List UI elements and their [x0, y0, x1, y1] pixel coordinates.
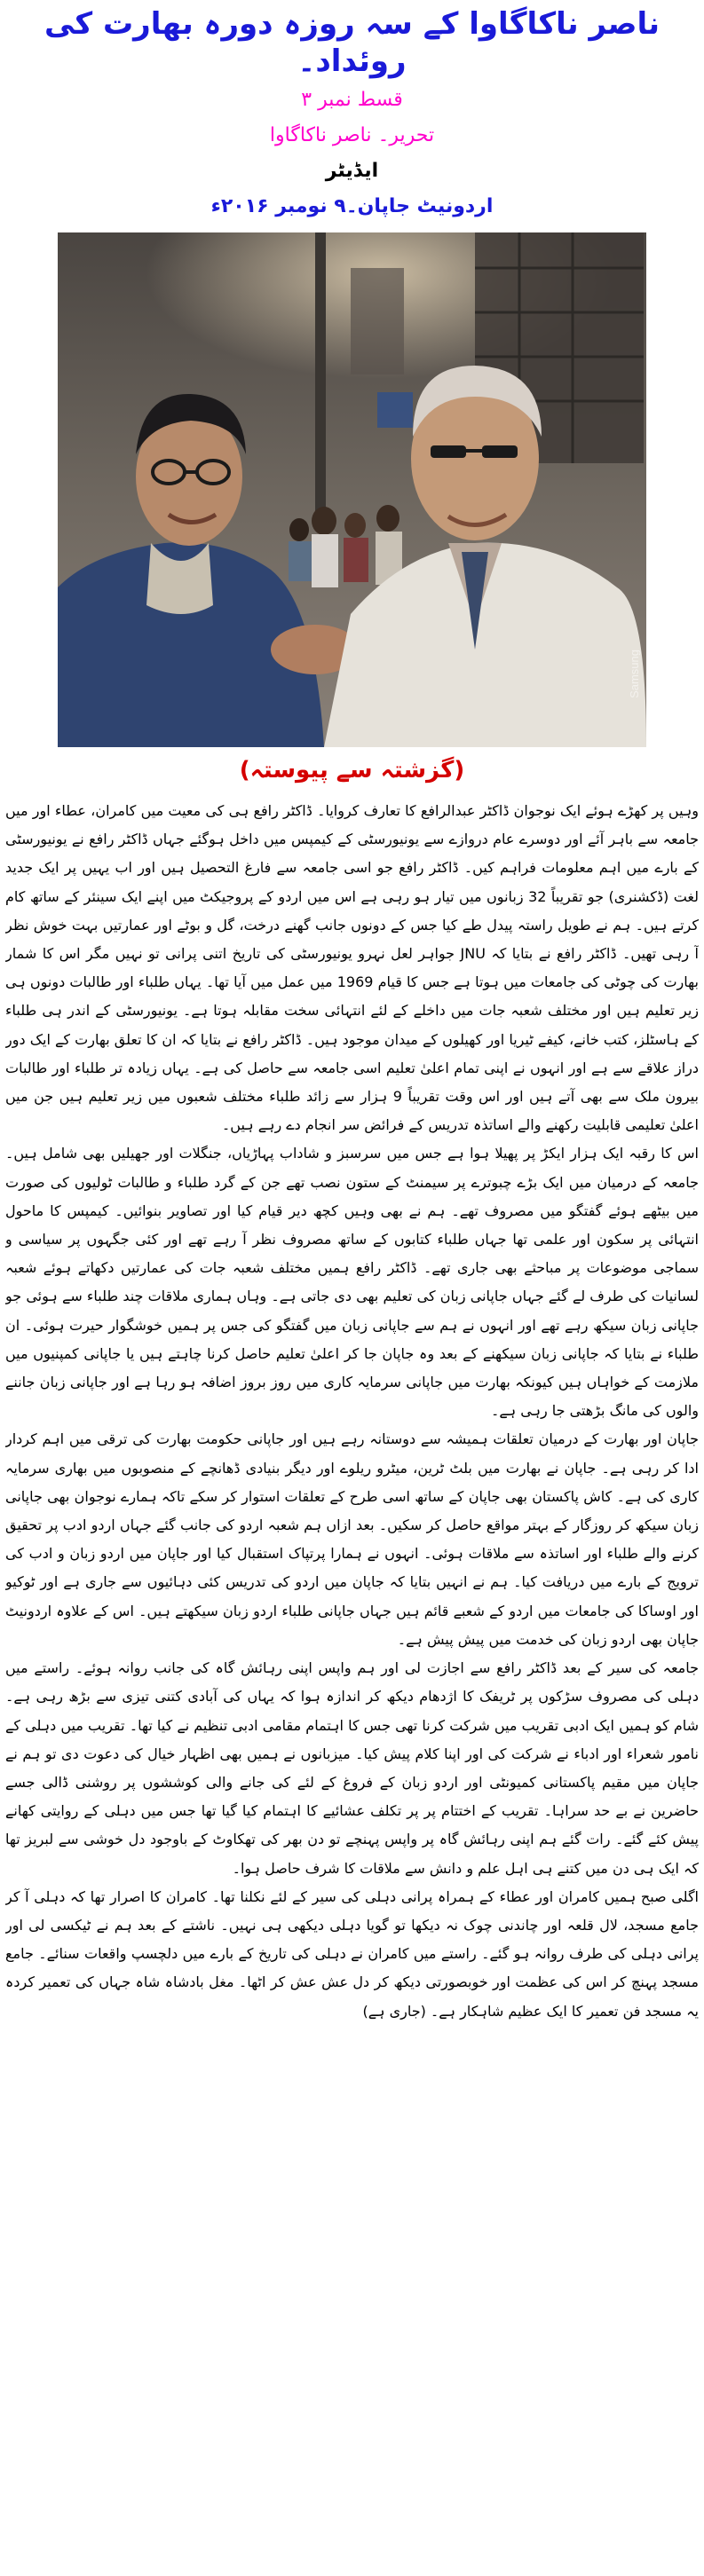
article-header	[4, 5, 700, 220]
dateline: اردونیٹ جاپان۔۹ نومبر ۲۰۱۶ء	[210, 195, 494, 217]
photo-illustration	[58, 232, 646, 747]
continued-label: (گزشتہ سے پیوستہ)	[239, 757, 465, 784]
article-title: ناصر ناکاگاوا کے سہ روزہ دورہ بھارت کی روئداد۔	[44, 6, 660, 79]
author-line: تحریر۔ ناصر ناکاگاوا	[269, 124, 435, 146]
editor-label: ایڈیٹر	[325, 160, 379, 182]
episode-number: قسط نمبر ۳	[301, 89, 403, 111]
article-photo	[58, 232, 646, 747]
body-paragraph: اگلی صبح ہمیں کامران اور عطاء کے ہمراہ پرانی دہلی کی سیر کے لئے نکلنا تھا۔ کامران کا اصرار تھا کہ دہلی آ کر جامع مسجد، لال قلعہ اور چاندنی چوک نہ دیکھا تو گویا دہلی دیکھی ہی نہیں۔ ناشتے کے بعد ہم نے ٹیکسی لی اور پرانی دہلی کی طرف روانہ ہو گئے۔ راستے میں کامران نے دہلی کی تاریخ کے بارے میں دلچسپ واقعات سنائے۔ جامع مسجد پہنچ کر اس کی عظمت اور خوبصورتی دیکھ کر دل عش عش کر اٹھا۔ مغل بادشاہ شاہ جہاں کی تعمیر کردہ یہ مسجد فن تعمیر کا ایک عظیم شاہکار ہے۔ (جاری ہے)	[5, 1887, 699, 2020]
body-paragraph: جاپان اور بھارت کے درمیان تعلقات ہمیشہ سے دوستانہ رہے ہیں اور جاپانی حکومت بھارت کی ترقی میں اہم کردار ادا کر رہی ہے۔ جاپان نے بھارت میں بلٹ ٹرین، میٹرو ریلوے اور دیگر بنیادی ڈھانچے کے منصوبوں میں بھاری سرمایہ کاری کی ہے۔ کاش پاکستان بھی جاپان کے ساتھ اسی طرح کے تعلقات استوار کر سکے تاکہ ہمارے نوجوان بھی جاپانی زبان سیکھ کر روزگار کے بہتر مواقع حاصل کر سکیں۔ بعد ازاں ہم شعبہ اردو کی جانب گئے جہاں اردو ادب پر تحقیق کرنے والے طلباء اور اساتذہ سے ملاقات ہوئی۔ انہوں نے ہمارا پرتپاک استقبال کیا اور جاپان میں اردو زبان و ادب کی ترویج کے بارے میں دریافت کیا۔ ہم نے انہیں بتایا کہ جاپان میں اردو کی تدریس کئی دہائیوں سے جاری ہے اور ٹوکیو اور اوساکا کی جامعات میں اردو کے شعبے قائم ہیں جہاں جاپانی طلباء اردو زبان سیکھتے ہیں۔ اس کے علاوہ اردونیٹ جاپان بھی اردو زبان کی خدمت میں پیش پیش ہے۔	[5, 1430, 699, 1648]
body-paragraph: جامعہ کی سیر کے بعد ڈاکٹر رافع سے اجازت لی اور ہم واپس اپنی رہائش گاہ کی جانب روانہ ہوئے۔ راستے میں دہلی کی مصروف سڑکوں پر ٹریفک کا اژدھام دیکھ کر اندازہ ہوا کہ یہاں کی آبادی کتنی تیزی سے بڑھ رہی ہے۔ شام کو ہمیں ایک ادبی تقریب میں شرکت کرنا تھی جس کا اہتمام مقامی ادبی تنظیم نے کیا تھا۔ تقریب میں دہلی کے نامور شعراء اور ادباء نے شرکت کی اور اپنا کلام پیش کیا۔ میزبانوں نے ہمیں بھی اظہار خیال کی دعوت دی تو ہم نے جاپان میں مقیم پاکستانی کمیونٹی اور اردو زبان کے فروغ کے لئے کی جانے والی کوششوں پر روشنی ڈالی جسے حاضرین نے بے حد سراہا۔ تقریب کے اختتام پر پر تکلف عشائیے کا اہتمام کیا گیا تھا جس میں دہلی کے روایتی کھانے پیش کئے گئے۔ رات گئے ہم اپنی رہائش گاہ پر واپس پہنچے تو دن بھر کی تھکاوٹ کے باوجود دل خوشی سے لبریز تھا کہ ایک ہی دن میں کتنے ہی اہل علم و دانش سے ملاقات کا شرف حاصل ہوا۔	[5, 1659, 699, 1877]
body-paragraph: وہیں پر کھڑے ہوئے ایک نوجوان ڈاکٹر عبدالرافع کا تعارف کروایا۔ ڈاکٹر رافع ہی کی معیت میں کامران، عطاء اور میں جامعہ سے باہر آئے اور دوسرے عام دروازے سے یونیورسٹی کے کیمپس میں داخل ہوگئے جہاں ڈاکٹر رافع نے یونیورسٹی کے بارے میں اہم معلومات فراہم کیں۔ ڈاکٹر رافع جو اسی جامعہ سے فارغ التحصیل ہیں اور اب یہیں پر ایک جدید لغت (ڈکشنری) جو تقریباً 32 زبانوں میں تیار ہو رہی ہے اس میں اردو کے پروجیکٹ میں اپنے ایک سینئر کے ساتھ کام کرتے ہیں۔ ہم نے طویل راستہ پیدل طے کیا جس کے دونوں جانب گھنے درخت، گل و بوٹے اور عمارتیں بہت خوش نظر آ رہی تھیں۔ ڈاکٹر رافع نے بتایا کہ JNU جواہر لعل نہرو یونیورسٹی کی تاریخ اتنی پرانی تو نہیں مگر اس کا شمار بھارت کی چوٹی کی جامعات میں ہوتا ہے جس کا قیام 1969 میں عمل میں آیا تھا۔ یہاں طلباء اور طالبات دونوں ہی زیر تعلیم ہیں اور مختلف شعبہ جات میں داخلے کے لئے انتہائی سخت مقابلہ ہوتا ہے۔ یونیورسٹی کے اندر ہی طلباء کے ہاسٹلز، کتب خانے، کیفے ٹیریا اور کھیلوں کے میدان موجود ہیں۔ ڈاکٹر رافع نے بتایا کہ ان کا تعلق بھارت کے ایک دور دراز علاقے سے ہے اور انہوں نے اپنی تمام اعلیٰ تعلیم اسی جامعہ سے حاصل کی ہے۔ یہاں زیادہ تر طلباء اور طالبات بیرون ملک سے بھی آتے ہیں اور اس وقت تقریباً 9 ہزار سے زائد طلباء مختلف شعبوں میں زیر تعلیم ہیں جن میں اعلیٰ تعلیمی قابلیت رکھنے والے اساتذہ تدریس کے فرائض سر انجام دے رہے ہیں۔	[5, 802, 699, 1134]
body-paragraph: اس کا رقبہ ایک ہزار ایکڑ پر پھیلا ہوا ہے جس میں سرسبز و شاداب پہاڑیاں، جنگلات اور جھیلیں بھی شامل ہیں۔ جامعہ کے درمیان میں ایک بڑے چبوترے پر سیمنٹ کے ستون نصب تھے جن کے گرد طلباء و طالبات ٹولیوں کی صورت میں بیٹھے ہوئے گفتگو میں مصروف تھے۔ ہم نے بھی وہیں کچھ دیر قیام کیا اور تصاویر بنوائیں۔ کیمپس کا ماحول انتہائی پر سکون اور علمی تھا جہاں طلباء کتابوں کے ساتھ مصروف نظر آ رہے تھے اور کئی جگہوں پر سیاسی و سماجی موضوعات پر مباحثے بھی جاری تھے۔ ڈاکٹر رافع ہمیں مختلف شعبہ جات کی عمارتیں دکھاتے ہوئے شعبہ لسانیات کی طرف لے گئے جہاں جاپانی زبان کی تعلیم بھی دی جاتی ہے۔ وہاں ہماری ملاقات چند طلباء سے ہوئی جو جاپانی زبان سیکھ رہے تھے اور انہوں نے ہم سے جاپانی زبان میں گفتگو کی جس پر ہمیں خوشگوار حیرت ہوئی۔ ان طلباء نے بتایا کہ جاپانی زبان سیکھنے کے بعد وہ جاپان جا کر اعلیٰ تعلیم حاصل کرنا چاہتے ہیں یا جاپانی کمپنیوں میں ملازمت کے خواہاں ہیں کیونکہ بھارت میں جاپانی سرمایہ کاری میں روز بروز اضافہ ہو رہا ہے اور جاپانی زبان جاننے والوں کی مانگ بڑھتی جا رہی ہے۔	[5, 1145, 699, 1420]
article-page	[0, 5, 704, 2576]
article-body	[5, 797, 699, 2026]
photo-watermark: Samsung	[628, 650, 641, 698]
